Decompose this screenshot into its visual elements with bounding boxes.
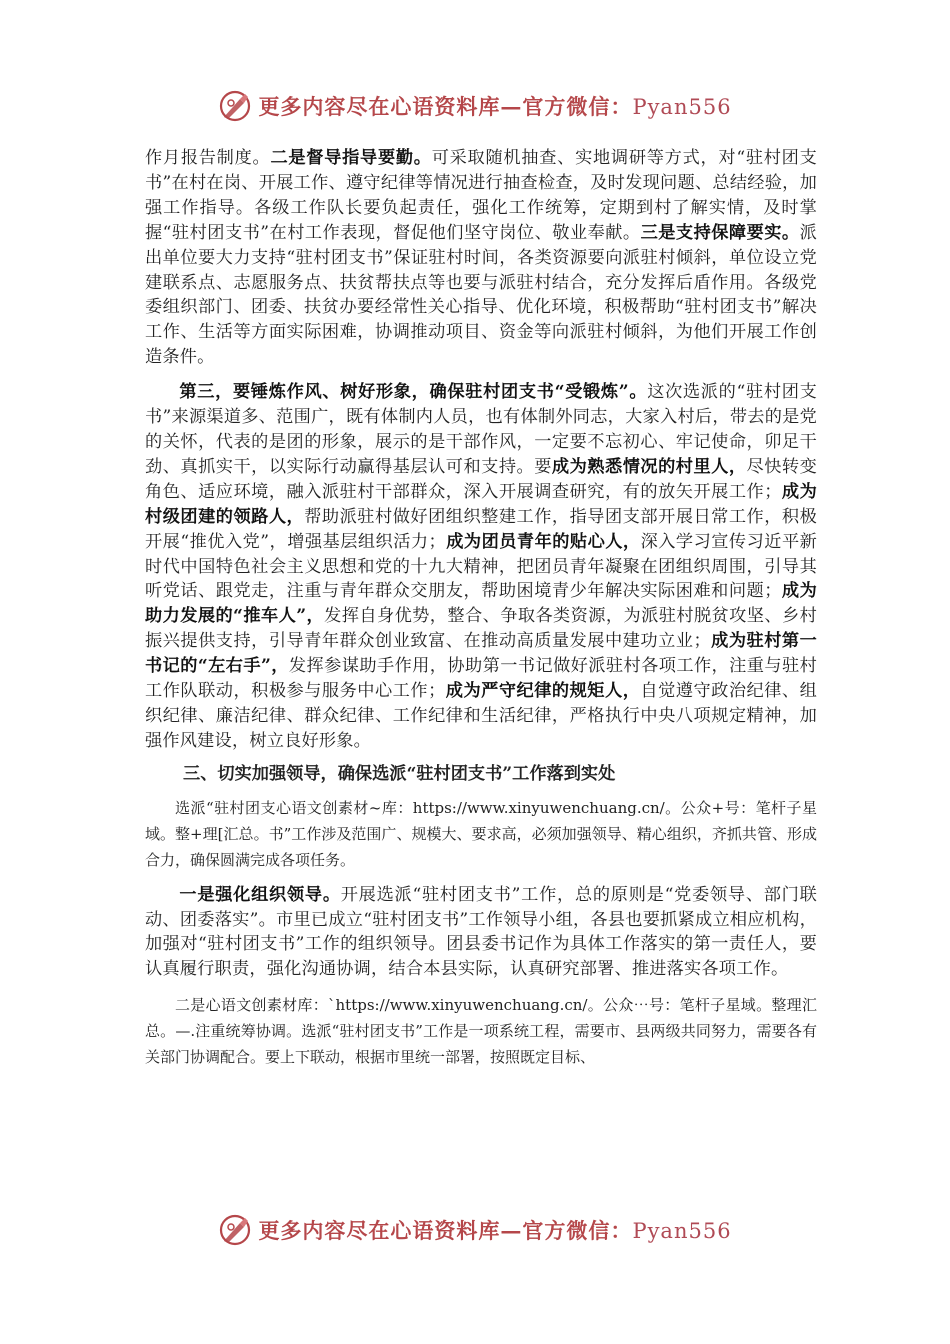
banner-wechat: Pyan556 — [632, 1219, 732, 1243]
document-body — [145, 146, 817, 1070]
paragraph-5: 二是心语文创素材库：`https://www.xinyuwenchuang.cn/。公众⋯号：笔杆子星域。整理汇总。—.注重统筹协调。选派“驻村团支书”工作是一项系统工程，需要市、县两级共同努力，需要各有关部门协调配合。要上下联动，根据市里统一部署，按照既定目标、 — [145, 996, 817, 1067]
watermark-logo-icon — [218, 89, 252, 123]
banner-text: 更多内容尽在心语资料库—官方微信： — [258, 94, 633, 119]
section-heading-3: 三、切实加强领导，确保选派“驻村团支书”工作落到实处 — [183, 763, 616, 784]
banner-text: 更多内容尽在心语资料库—官方微信： — [258, 1218, 633, 1243]
header-banner — [0, 88, 950, 124]
paragraph-2: 第三，要锤炼作风、树好形象，确保驻村团支书“受锻炼”。这次选派的“驻村团支书”来源渠道多、范围广，既有体制内人员，也有体制外同志，大家入村后，带去的是党的关怀，代表的是团的形象，展示的是干部作风，一定要不忘初心、牢记使命，卯足干劲、真抓实干，以实际行动赢得基层认可和支持。要成为熟悉情况的村里人，尽快转变角色、适应环境，融入派驻村干部群众，深入开展调查研究，有的放矢开展工作；成为村级团建的领路人，帮助派驻村做好团组织整建工作，指导团支部开展日常工作，积极开展“推优入党”，增强基层组织活力；成为团员青年的贴心人，深入学习宣传习近平新时代中国特色社会主义思想和党的十九大精神，把团员青年凝聚在团组织周围，引导其听党话、跟党走，注重与青年群众交朋友，帮助困境青少年解决实际困难和问题；成为助力发展的“推车人”，发挥自身优势，整合、争取各类资源，为派驻村脱贫攻坚、乡村振兴提供支持，引导青年群众创业致富、在推动高质量发展中建功立业；成为驻村第一书记的“左右手”，发挥参谋助手作用，协助第一书记做好派驻村各项工作，注重与驻村工作队联动，积极参与服务中心工作；成为严守纪律的规矩人，自觉遵守政治纪律、组织纪律、廉洁纪律、群众纪律、工作纪律和生活纪律，严格执行中央八项规定精神，加强作风建设，树立良好形象。 — [145, 382, 818, 751]
paragraph-4: 一是强化组织领导。开展选派“驻村团支书”工作，总的原则是“党委领导、部门联动、团委落实”。市里已成立“驻村团支书”工作领导小组，各县也要抓紧成立相应机构，加强对“驻村团支书”工作的组织领导。团县委书记作为具体工作落实的第一责任人，要认真履行职责，强化沟通协调，结合本县实际，认真研究部署、推进落实各项工作。 — [145, 884, 817, 980]
paragraph-1: 作月报告制度。二是督导指导要勤。可采取随机抽查、实地调研等方式，对“驻村团支书”在村在岗、开展工作、遵守纪律等情况进行抽查检查，及时发现问题、总结经验，加强工作指导。各级工作队长要负起责任，强化工作统筹，定期到村了解实情，及时掌握“驻村团支书”在村工作表现，督促他们坚守岗位、敬业奉献。三是支持保障要实。派出单位要大力支持“驻村团支书”保证驻村时间，各类资源要向派驻村倾斜，单位设立党建联系点、志愿服务点、扶贫帮扶点等也要与派驻村结合，充分发挥后盾作用。各级党委组织部门、团委、扶贫办要经常性关心指导、优化环境，积极帮助“驻村团支书”解决工作、生活等方面实际困难，协调推动项目、资金等向派驻村倾斜，为他们开展工作创造条件。 — [145, 148, 817, 368]
footer-banner — [0, 1212, 950, 1248]
watermark-logo-icon — [218, 1213, 252, 1247]
banner-wechat: Pyan556 — [632, 95, 732, 119]
paragraph-3: 选派“驻村团支心语文创素材~库：https://www.xinyuwenchuang.cn/。公众+号：笔杆子星域。整+理[汇总。书”工作涉及范围广、规模大、要求高，必须加强领导、精心组织，齐抓共管、形成合力，确保圆满完成各项任务。 — [145, 798, 817, 869]
